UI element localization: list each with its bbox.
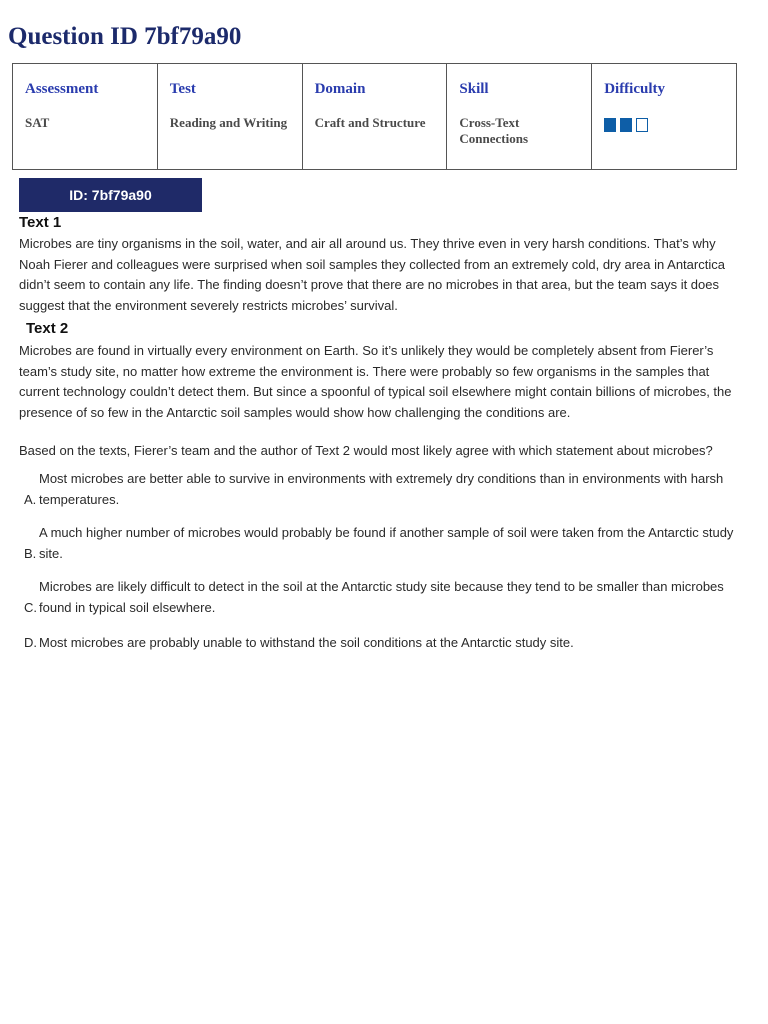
difficulty-indicator [604, 118, 736, 132]
meta-header-assessment: Assessment [25, 81, 99, 97]
choice-d-text: Most microbes are probably unable to withstand the soil conditions at the Antarctic study site. [39, 635, 574, 650]
meta-cell-difficulty [592, 64, 737, 170]
choice-a[interactable] [24, 469, 744, 510]
choice-b-text: A much higher number of microbes would probably be found if another sample of soil were taken from the Antarctic study site. [39, 525, 734, 561]
meta-value-test: Reading and Writing [169, 115, 288, 130]
meta-cell-assessment [13, 64, 158, 170]
text2-passage: Microbes are found in virtually every environment on Earth. So it’s unlikely they would be completely absent from Fierer’s team’s study site, no matter how extreme the environment is. There were probably so few organisms in the samples that current technology couldn’t detect them. But since a spoonful of typical soil elsewhere might contain billions of microbes, the presence of so few in the Antarctic soil samples would show how challenging the conditions are. [19, 343, 732, 420]
question-id-badge: ID: 7bf79a90 [19, 178, 202, 212]
choice-a-letter: A. [24, 491, 37, 507]
choice-c-letter: C. [24, 599, 37, 615]
text2-label: Text 2 [26, 320, 69, 337]
meta-cell-test [157, 64, 302, 170]
meta-header-domain: Domain [314, 81, 366, 97]
choice-b-letter: B. [24, 545, 37, 561]
difficulty-square-3 [636, 118, 648, 132]
meta-value-skill: Cross-Text Connections [459, 115, 529, 146]
meta-value-domain: Craft and Structure [314, 115, 426, 130]
page-title: Question ID 7bf79a90 [8, 23, 242, 50]
choice-a-text: Most microbes are better able to survive in environments with extremely dry conditions than in environments with harsh temperatures. [39, 471, 724, 507]
meta-header-difficulty: Difficulty [604, 81, 666, 97]
difficulty-square-1 [604, 118, 616, 132]
question-stem: Based on the texts, Fierer’s team and the author of Text 2 would most likely agree with which statement about microbes? [19, 443, 713, 458]
meta-header-skill: Skill [459, 81, 489, 97]
choice-b[interactable] [24, 523, 744, 564]
choice-c[interactable] [24, 577, 744, 618]
meta-cell-skill [447, 64, 592, 170]
text1-passage: Microbes are tiny organisms in the soil, water, and air all around us. They thrive even in very harsh conditions. That’s why Noah Fierer and colleagues were surprised when soil samples they collected from an extremely cold, dry area in Antarctica didn’t seem to contain any life. The finding doesn’t prove that there are no microbes in that area, but the team says it does suggest that the environment severely restricts microbes’ survival. [19, 236, 725, 313]
difficulty-square-2 [620, 118, 632, 132]
meta-header-test: Test [169, 81, 196, 97]
choice-d-letter: D. [24, 635, 37, 650]
question-metadata-table [12, 63, 737, 170]
text1-label: Text 1 [19, 214, 62, 231]
choice-c-text: Microbes are likely difficult to detect in the soil at the Antarctic study site because they tend to be smaller than microbes found in typical soil elsewhere. [39, 579, 724, 615]
meta-cell-domain [302, 64, 447, 170]
choice-d[interactable] [24, 633, 744, 654]
meta-value-assessment: SAT [25, 115, 50, 130]
